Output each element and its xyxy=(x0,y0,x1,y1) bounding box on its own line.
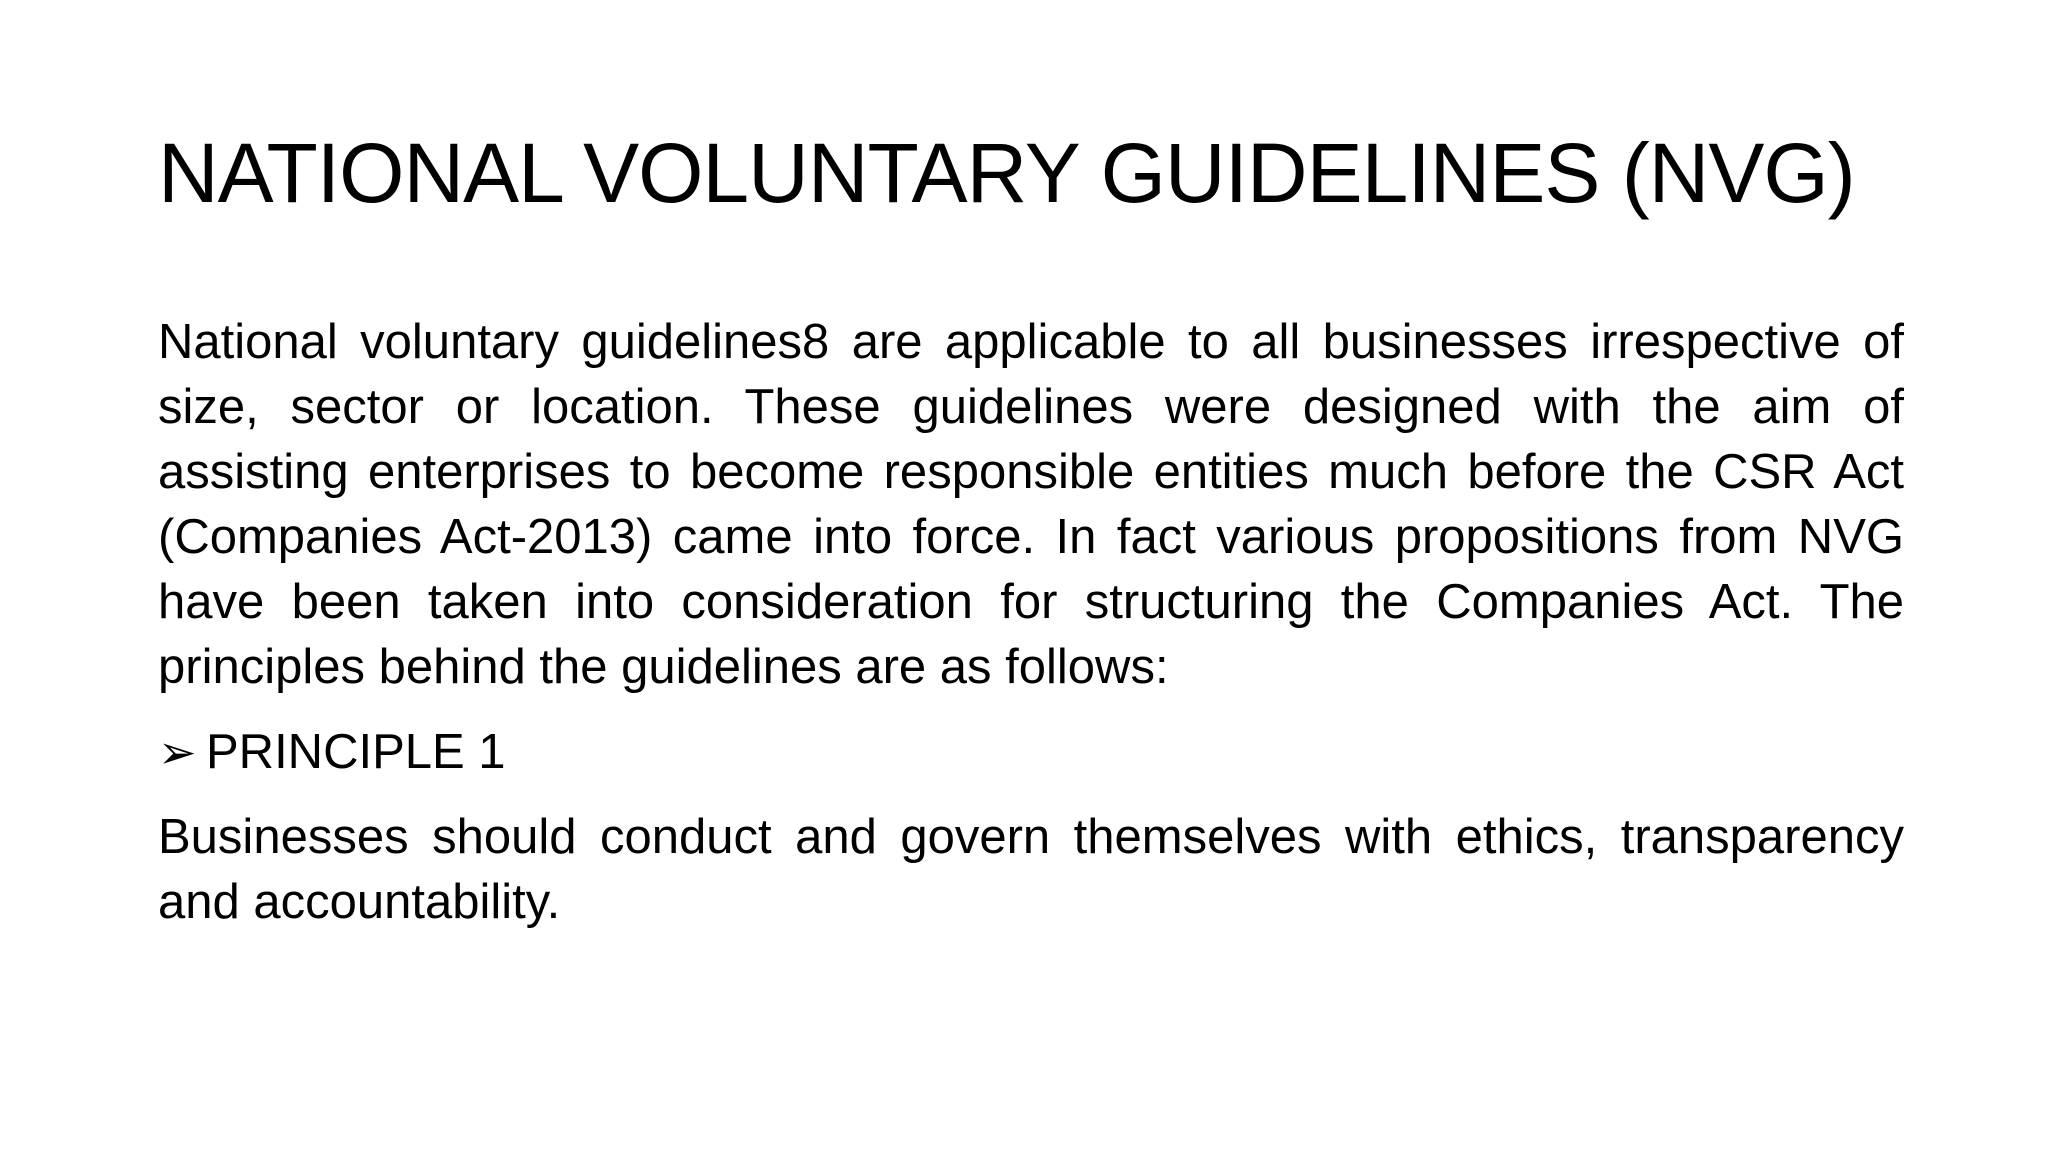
slide-title: NATIONAL VOLUNTARY GUIDELINES (NVG) xyxy=(158,126,1855,220)
principle-bullet xyxy=(158,720,1904,785)
principle-description: Businesses should conduct and govern themselves with ethics, transparency and accountability. xyxy=(158,810,1904,929)
arrowhead-bullet-icon: ➢ xyxy=(158,726,197,778)
intro-paragraph: National voluntary guidelines8 are applicable to all businesses irrespective of size, sector or location. These guidelines were designed with the aim of assisting enterprises to become responsible entities much before the CSR Act (Companies Act-2013) came into force. In fact various propositions from NVG have been taken into consideration for structuring the Companies Act. The principles behind the guidelines are as follows: xyxy=(158,315,1904,694)
principle-heading: PRINCIPLE 1 xyxy=(206,725,506,779)
slide-body xyxy=(158,310,1904,1070)
